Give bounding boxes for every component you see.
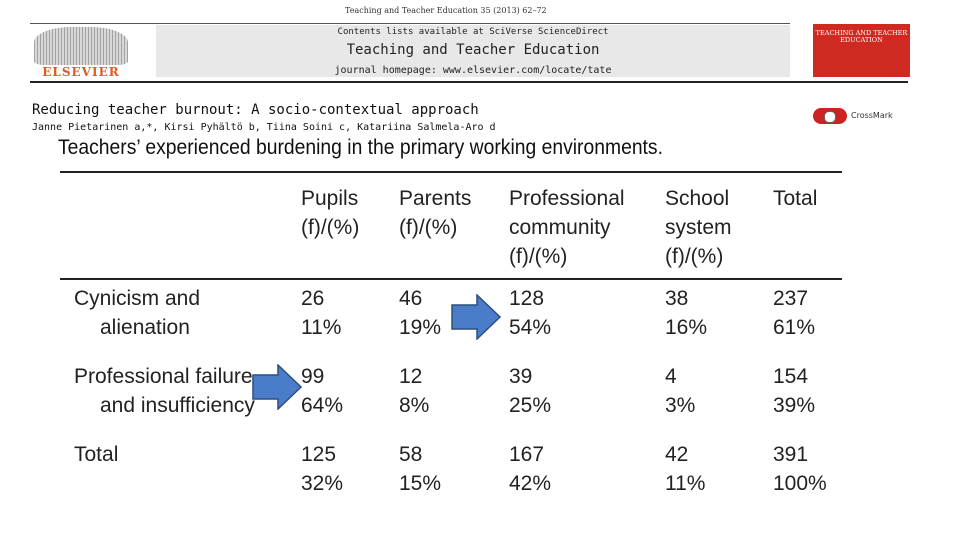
cell-percent: 15%	[399, 472, 442, 495]
column-header-line: Professional	[509, 187, 625, 210]
journal-title: Teaching and Teacher Education	[346, 42, 600, 58]
elsevier-logo	[30, 27, 132, 77]
cell-percent: 42%	[509, 472, 552, 495]
cell-count: 12	[399, 365, 423, 388]
cell-count: 46	[399, 287, 423, 310]
table-cell	[773, 284, 815, 342]
cell-count: 26	[301, 287, 325, 310]
table-header-rule	[60, 278, 842, 280]
table-cell	[509, 284, 551, 342]
crossmark-badge[interactable]	[813, 107, 910, 125]
cell-count: 42	[665, 443, 689, 466]
journal-citation: Teaching and Teacher Education 35 (2013) 62–72	[345, 6, 547, 15]
table-cell	[301, 284, 341, 342]
row-label-line: alienation	[100, 316, 190, 339]
column-header-parents	[399, 184, 471, 242]
crossmark-icon	[813, 108, 847, 124]
table-cell	[665, 362, 695, 420]
cell-percent: 64%	[301, 394, 344, 417]
table-cell	[509, 440, 551, 498]
column-header-pupils	[301, 184, 359, 242]
journal-cover-image	[813, 24, 910, 77]
cell-count: 237	[773, 287, 809, 310]
row-label-professional-failure	[74, 362, 255, 420]
row-label-line: and insufficiency	[100, 394, 255, 417]
cell-count: 128	[509, 287, 545, 310]
cell-percent: 54%	[509, 316, 552, 339]
cover-title: TEACHING AND TEACHER EDUCATION	[815, 29, 908, 44]
cell-percent: 11%	[665, 472, 706, 495]
row-label-line: Total	[74, 443, 119, 466]
column-header-line: community	[509, 216, 611, 239]
contents-line: Contents lists available at SciVerse ScienceDirect	[337, 27, 609, 37]
header-bottom-rule	[30, 81, 908, 83]
cell-percent: 8%	[399, 394, 430, 417]
row-label-line: Cynicism and	[74, 287, 201, 310]
row-label-total	[74, 440, 118, 469]
column-header-line: Pupils	[301, 187, 359, 210]
journal-homepage: journal homepage: www.elsevier.com/locate/tate	[334, 65, 612, 76]
right-arrow-icon	[451, 294, 501, 340]
right-arrow-icon	[252, 364, 302, 410]
cell-count: 39	[509, 365, 533, 388]
cell-count: 4	[665, 365, 677, 388]
column-header-total	[773, 184, 817, 213]
column-header-line: (f)/(%)	[399, 216, 458, 239]
column-header-line: (f)/(%)	[301, 216, 360, 239]
table-cell	[301, 440, 343, 498]
cell-count: 38	[665, 287, 689, 310]
crossmark-label: CrossMark	[851, 111, 893, 120]
cell-percent: 61%	[773, 316, 816, 339]
cell-count: 125	[301, 443, 337, 466]
cell-percent: 11%	[301, 316, 342, 339]
table-cell	[399, 362, 429, 420]
cell-percent: 16%	[665, 316, 708, 339]
table-cell	[773, 440, 827, 498]
cell-percent: 25%	[509, 394, 552, 417]
cell-count: 99	[301, 365, 325, 388]
row-label-cynicism	[74, 284, 200, 342]
cell-count: 391	[773, 443, 809, 466]
row-label-line: Professional failure	[74, 365, 253, 388]
table-caption: Teachers’ experienced burdening in the primary working environments.	[58, 136, 663, 159]
table-cell	[399, 440, 441, 498]
cell-percent: 100%	[773, 472, 827, 495]
column-header-line: Total	[773, 187, 818, 210]
column-header-school-system	[665, 184, 732, 271]
article-authors: Janne Pietarinen a,*, Kirsi Pyhältö b, Tiina Soini c, Katariina Salmela-Aro d	[32, 122, 496, 133]
cell-count: 154	[773, 365, 809, 388]
cell-count: 167	[509, 443, 545, 466]
table-cell	[399, 284, 441, 342]
table-cell	[665, 284, 707, 342]
table-cell	[509, 362, 551, 420]
cell-percent: 39%	[773, 394, 816, 417]
elsevier-wordmark: ELSEVIER	[42, 65, 120, 79]
article-title: Reducing teacher burnout: A socio-contextual approach	[32, 102, 479, 118]
cell-percent: 3%	[665, 394, 696, 417]
column-header-line: (f)/(%)	[509, 245, 568, 268]
elsevier-tree-icon	[34, 27, 128, 65]
column-header-line: Parents	[399, 187, 472, 210]
cell-count: 58	[399, 443, 423, 466]
column-header-line: (f)/(%)	[665, 245, 724, 268]
table-cell	[773, 362, 815, 420]
cell-percent: 19%	[399, 316, 442, 339]
column-header-line: School	[665, 187, 730, 210]
table-cell	[665, 440, 705, 498]
cell-percent: 32%	[301, 472, 344, 495]
header-divider	[30, 23, 790, 24]
journal-banner	[156, 25, 790, 77]
column-header-line: system	[665, 216, 732, 239]
column-header-professional-community	[509, 184, 625, 271]
table-cell	[301, 362, 343, 420]
table-top-rule	[60, 171, 842, 173]
